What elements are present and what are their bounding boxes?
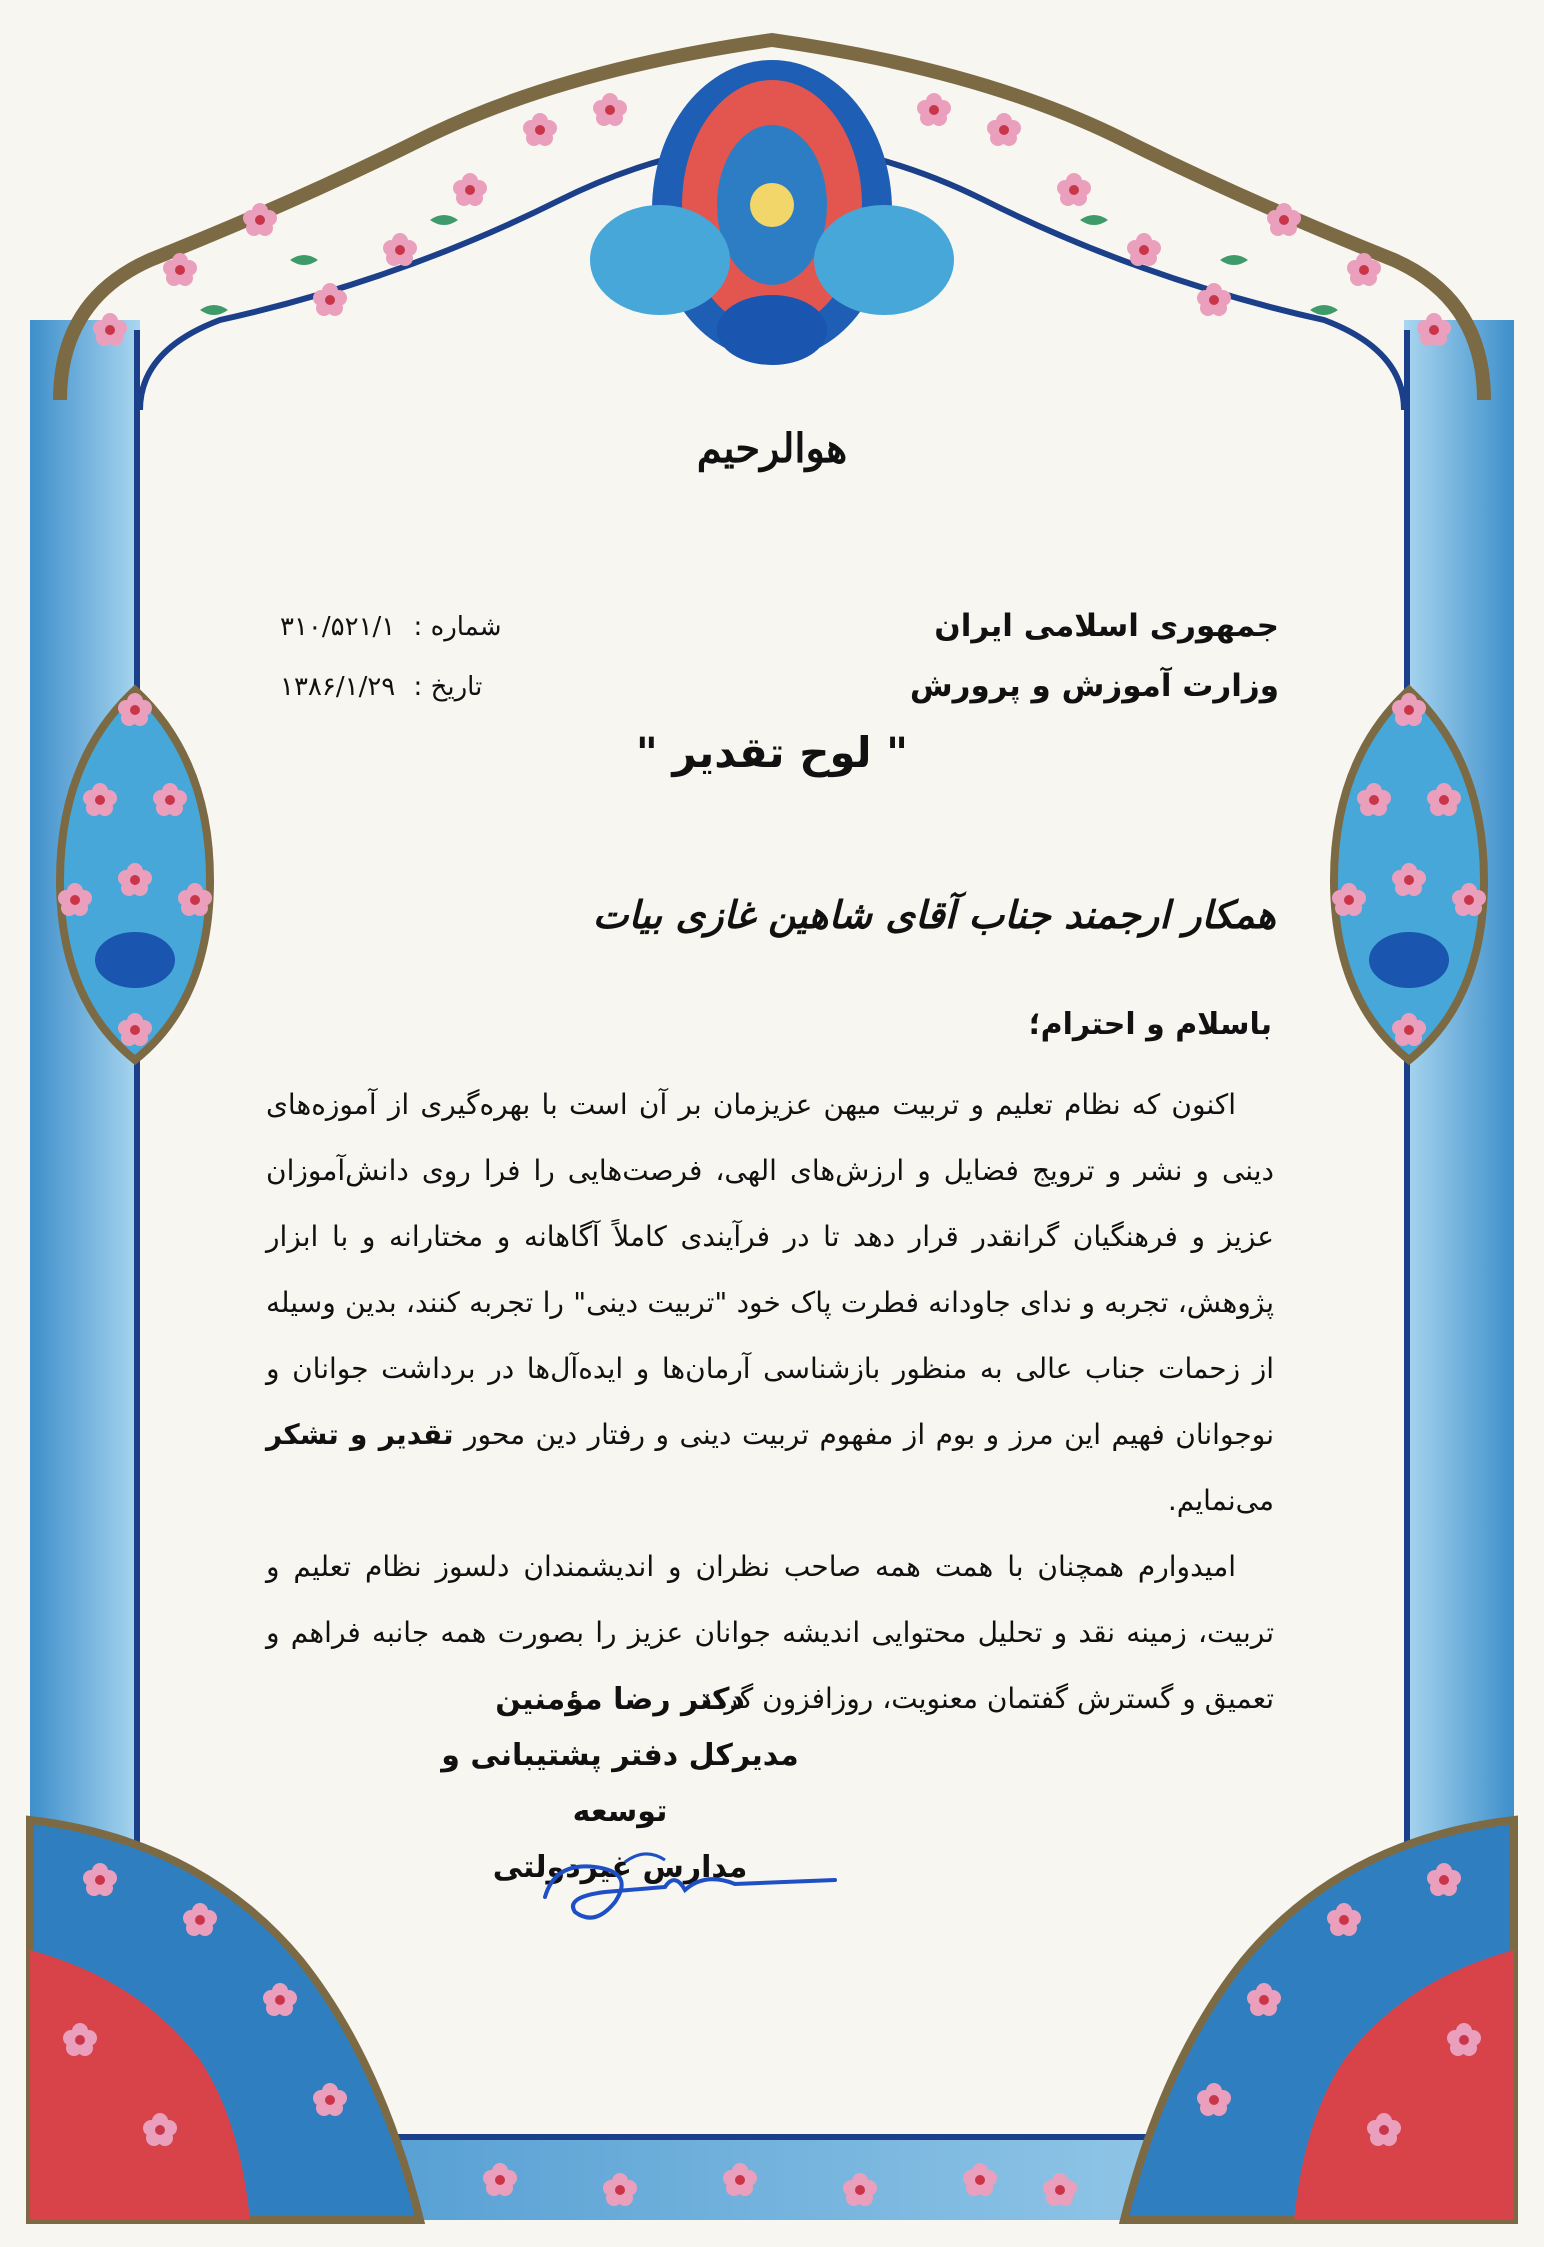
country-name: جمهوری اسلامی ایران	[934, 608, 1279, 644]
bottom-right-ornament	[1124, 1820, 1514, 2220]
letter-number	[280, 612, 502, 642]
number-value: ۳۱۰/۵۲۱/۱	[280, 612, 396, 642]
certificate-title: " لوح تقدیر "	[635, 728, 909, 777]
body-paragraph-2: امیدوارم همچنان با همت همه صاحب نظران و اندیشمندان دلسوز نظام تعلیم و تربیت، زمینه نقد و تحلیل محتوایی اندیشه جوانان عزیز را بصورت همه جانبه فراهم و تعمیق و گسترش گفتمان معنویت، روزافزون گردد.	[266, 1550, 1274, 1715]
top-medallion	[590, 60, 954, 365]
date-label: تاریخ :	[413, 672, 483, 702]
appreciation-emphasis: تقدیر و تشکر	[266, 1418, 454, 1451]
body-paragraph-1: اکنون که نظام تعلیم و تربیت میهن عزیزمان بر آن است با بهره‌گیری از آموزه‌های دینی و نشر و ترویج فضایل و ارزش‌های الهی، فرصت‌هایی را فرا روی دانش‌آموزان عزیز و فرهنگیان گرانقدر قرار دهد تا در فرآیندی کاملاً آگاهانه و مختارانه و با ابزار پژوهش، تجربه و ندای جاودانه فطرت پاک خود "تربیت دینی" را تجربه کنند، بدین وسیله از زحمات جناب عالی به منظور بازشناسی آرمان‌ها و ایده‌آل‌ها در برداشت جوانان و نوجوانان فهیم این مرز و بوم از مفهوم تربیت دینی و رفتار دین محور تقدیر و تشکر می‌نمایم.	[266, 1088, 1274, 1517]
signatory-name: دکتر رضا مؤمنین	[495, 1682, 745, 1717]
letter-body	[266, 1072, 1274, 1732]
letter-date	[280, 672, 482, 702]
basmala-heading: هوالرحیم	[696, 425, 848, 472]
recipient-line: همکار ارجمند جناب آقای شاهین غازی بیات	[592, 892, 1276, 937]
date-value: ۱۳۸۶/۱/۲۹	[280, 672, 396, 702]
signatory-position-line2: مدارس غیردولتی	[492, 1850, 748, 1885]
signatory-position-line1: مدیرکل دفتر پشتیبانی و توسعه	[441, 1738, 799, 1829]
greeting: باسلام و احترام؛	[1028, 1007, 1272, 1042]
number-label: شماره :	[413, 612, 502, 642]
ministry-name: وزارت آموزش و پرورش	[909, 668, 1279, 704]
bottom-left-ornament	[30, 1820, 420, 2220]
handwritten-signature	[535, 1842, 855, 1932]
